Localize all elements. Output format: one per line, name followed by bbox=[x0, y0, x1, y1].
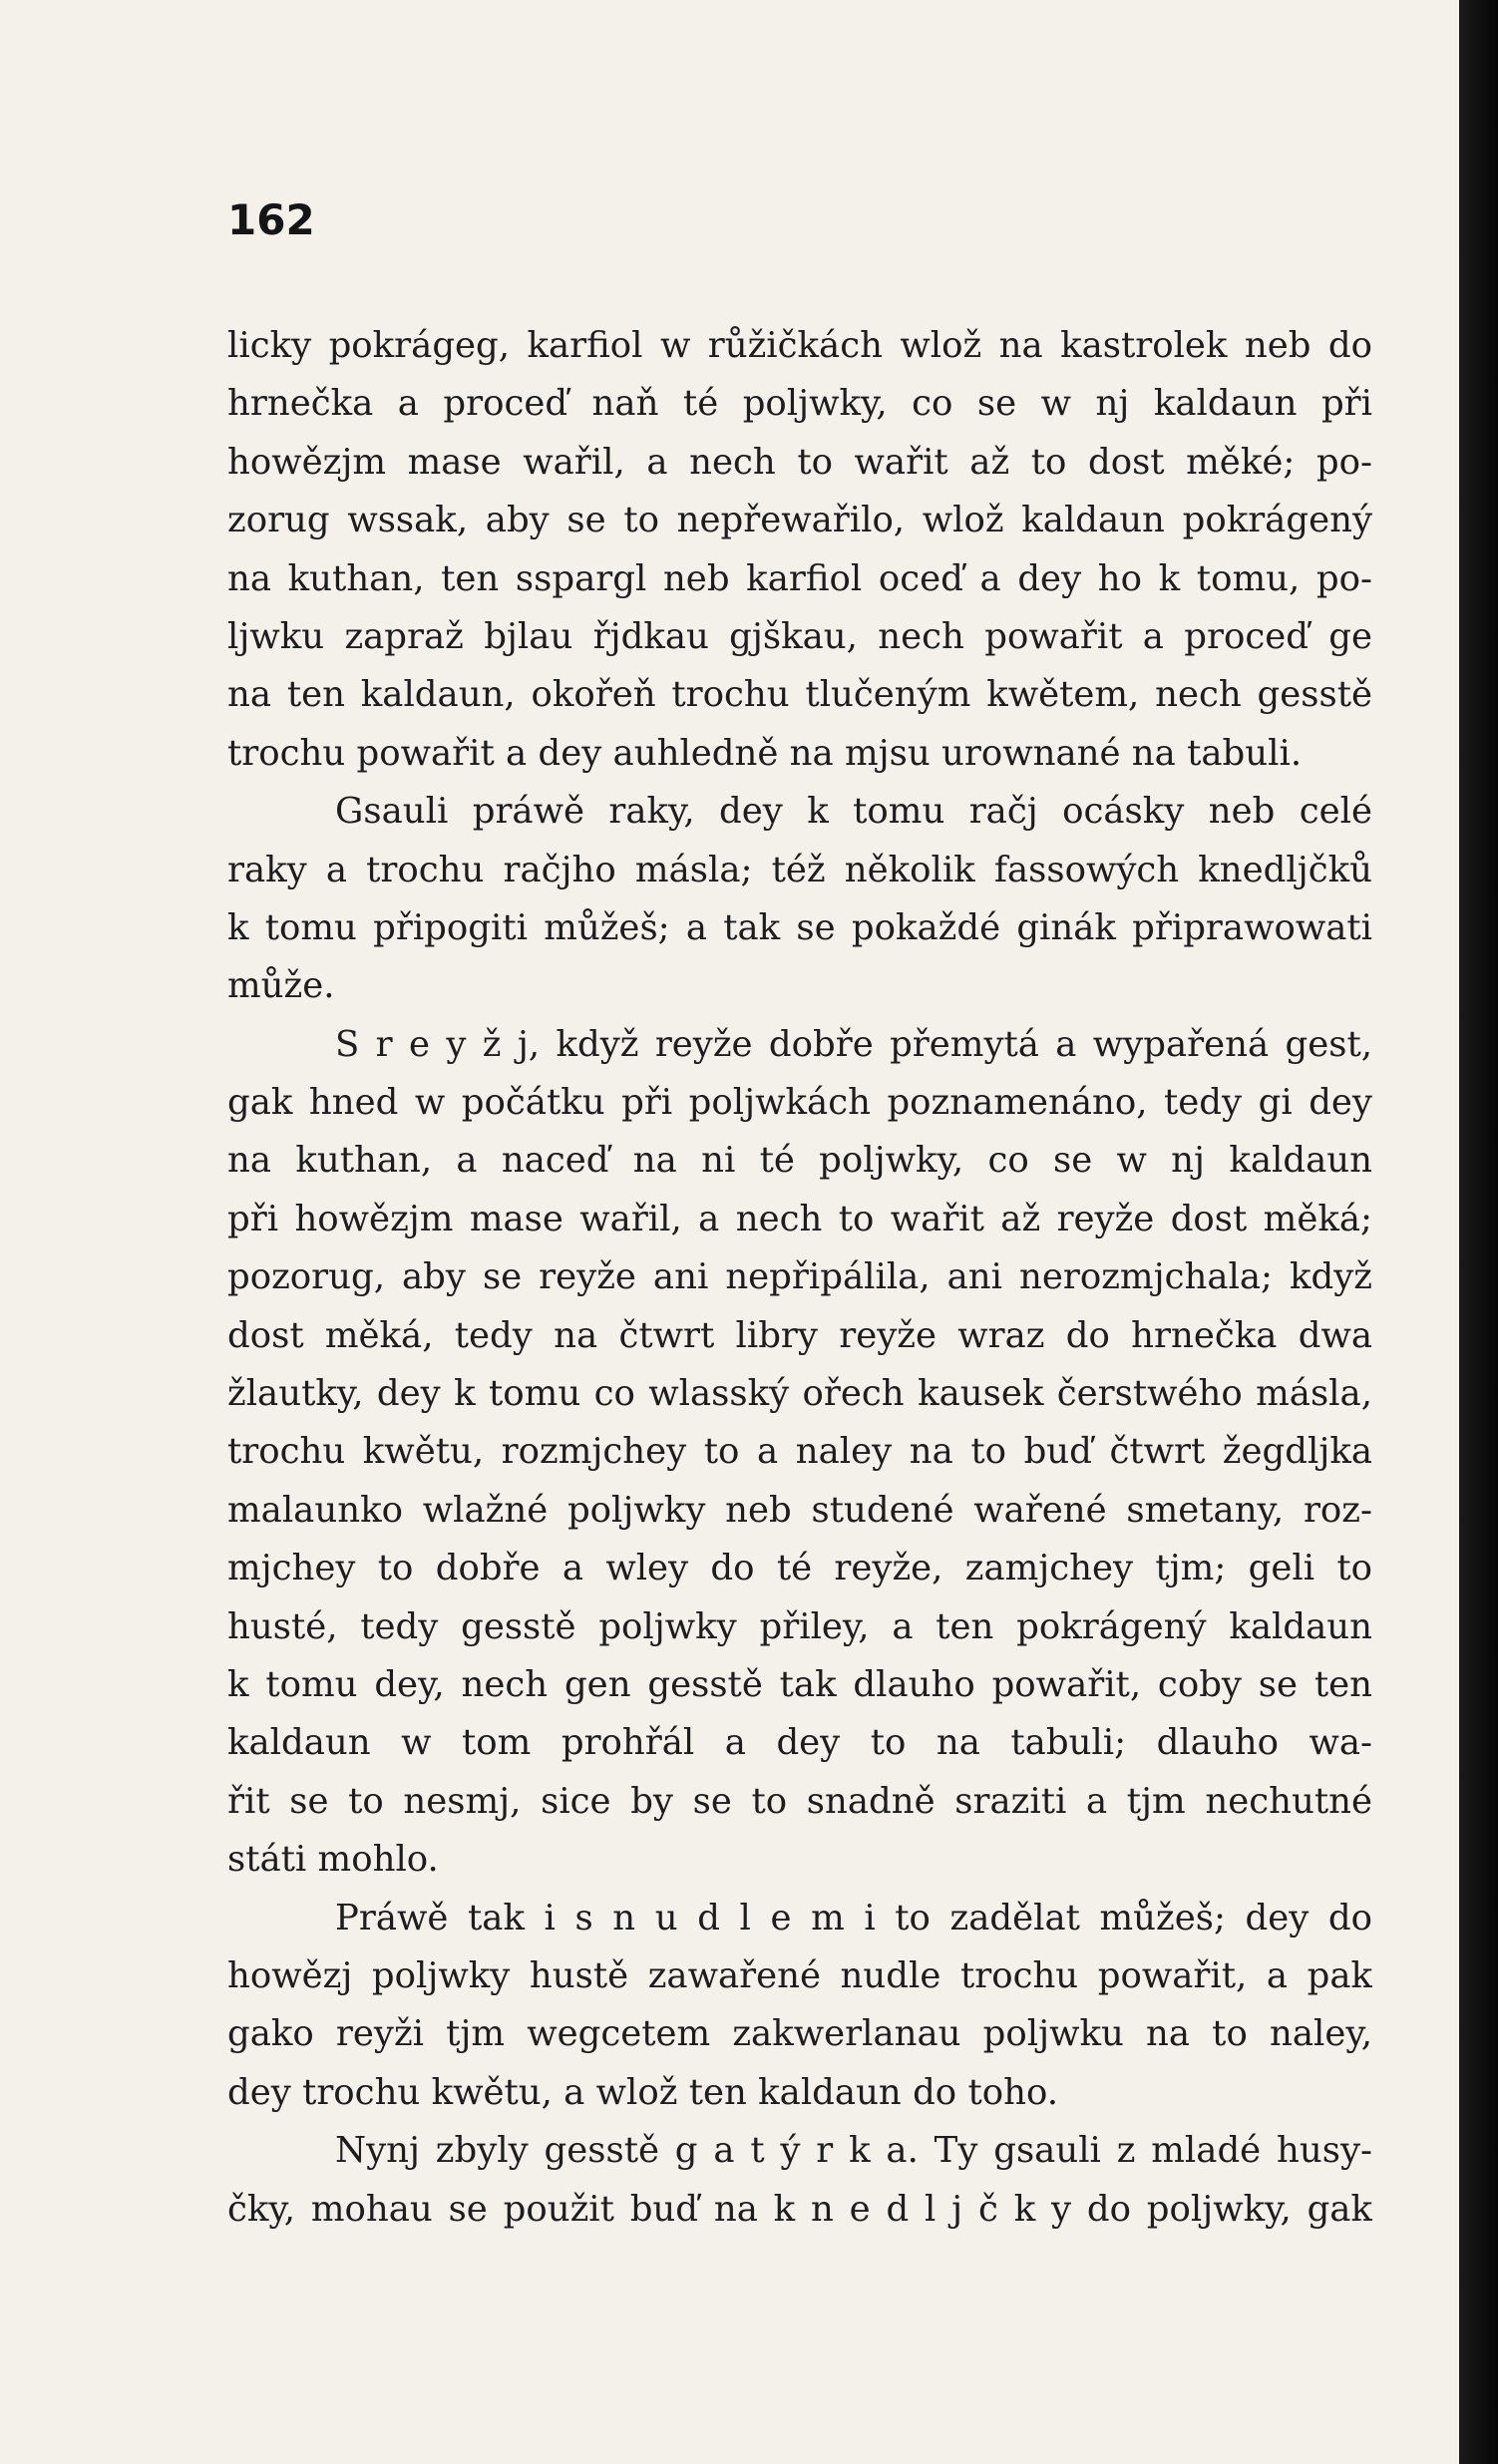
page-number: 162 bbox=[227, 195, 315, 244]
text-block bbox=[227, 317, 1372, 2239]
text-line: čky, mohau se použit buď na k n e d l j č k y do poljwky, gak bbox=[227, 2188, 1372, 2230]
text-line: malaunko wlažné poljwky neb studené wařené smetany, roz- bbox=[227, 1489, 1372, 1531]
text-line: howězjm mase wařil, a nech to wařit až to dost měké; po- bbox=[227, 441, 1372, 483]
text-line: raky a trochu račjho másla; též několik fassowých knedljčků bbox=[227, 849, 1372, 890]
text-line: Nynj zbyly gesstě g a t ý r k a. Ty gsauli z mladé husy- bbox=[335, 2130, 1372, 2172]
text-line: státi mohlo. bbox=[227, 1839, 439, 1881]
text-line: na kuthan, a naceď na ni té poljwky, co se w nj kaldaun bbox=[227, 1140, 1372, 1182]
text-line: k tomu připogiti můžeš; a tak se pokaždé ginák připrawowati bbox=[227, 906, 1372, 948]
text-line: Gsauli práwě raky, dey k tomu račj ocásky neb celé bbox=[335, 791, 1372, 833]
text-line: hrnečka a proceď naň té poljwky, co se w nj kaldaun při bbox=[227, 383, 1372, 425]
text-line: Práwě tak i s n u d l e m i to zadělat můžeš; dey do bbox=[335, 1897, 1372, 1938]
text-line: může. bbox=[227, 965, 335, 1007]
text-line: trochu kwětu, rozmjchey to a naley na to buď čtwrt žegdljka bbox=[227, 1431, 1372, 1473]
text-line: dey trochu kwětu, a wlož ten kaldaun do toho. bbox=[227, 2071, 1059, 2113]
text-line: řit se to nesmj, sice by se to snadně sraziti a tjm nechutné bbox=[227, 1780, 1372, 1822]
text-line: S r e y ž j, když reyže dobře přemytá a wypařená gest, bbox=[335, 1023, 1372, 1065]
text-line: ljwku zapraž bjlau řjdkau gjškau, nech powařit a proceď ge bbox=[227, 615, 1372, 657]
text-line: gak hned w počátku při poljwkách poznamenáno, tedy gi dey bbox=[227, 1082, 1372, 1124]
text-line: dost měká, tedy na čtwrt libry reyže wraz do hrnečka dwa bbox=[227, 1314, 1372, 1356]
scan-edge bbox=[1459, 0, 1498, 2464]
text-line: trochu powařit a dey auhledně na mjsu urownané na tabuli. bbox=[227, 732, 1303, 774]
text-line: kaldaun w tom prohřál a dey to na tabuli; dlauho wa- bbox=[227, 1722, 1372, 1764]
text-line: zorug wssak, aby se to nepřewařilo, wlož kaldaun pokrágený bbox=[227, 500, 1372, 541]
text-line: žlautky, dey k tomu co wlasský ořech kausek čerstwého másla, bbox=[227, 1373, 1372, 1415]
text-line: při howězjm mase wařil, a nech to wařit až reyže dost měká; bbox=[227, 1198, 1372, 1239]
text-line: mjchey to dobře a wley do té reyže, zamjchey tjm; geli to bbox=[227, 1548, 1372, 1589]
text-line: howězj poljwky hustě zawařené nudle trochu powařit, a pak bbox=[227, 1954, 1372, 1996]
text-line: na ten kaldaun, okořeň trochu tlučeným kwětem, nech gesstě bbox=[227, 674, 1372, 716]
text-line: na kuthan, ten sspargl neb karfiol oceď a dey ho k tomu, po- bbox=[227, 557, 1372, 599]
text-line: husté, tedy gesstě poljwky přiley, a ten pokrágený kaldaun bbox=[227, 1605, 1372, 1647]
text-line: gako reyži tjm wegcetem zakwerlanau poljwku na to naley, bbox=[227, 2013, 1372, 2055]
text-line: licky pokrágeg, karfiol w růžičkách wlož na kastrolek neb do bbox=[227, 325, 1372, 366]
text-line: k tomu dey, nech gen gesstě tak dlauho powařit, coby se ten bbox=[227, 1663, 1372, 1705]
text-line: pozorug, aby se reyže ani nepřipálila, ani nerozmjchala; když bbox=[227, 1256, 1372, 1298]
